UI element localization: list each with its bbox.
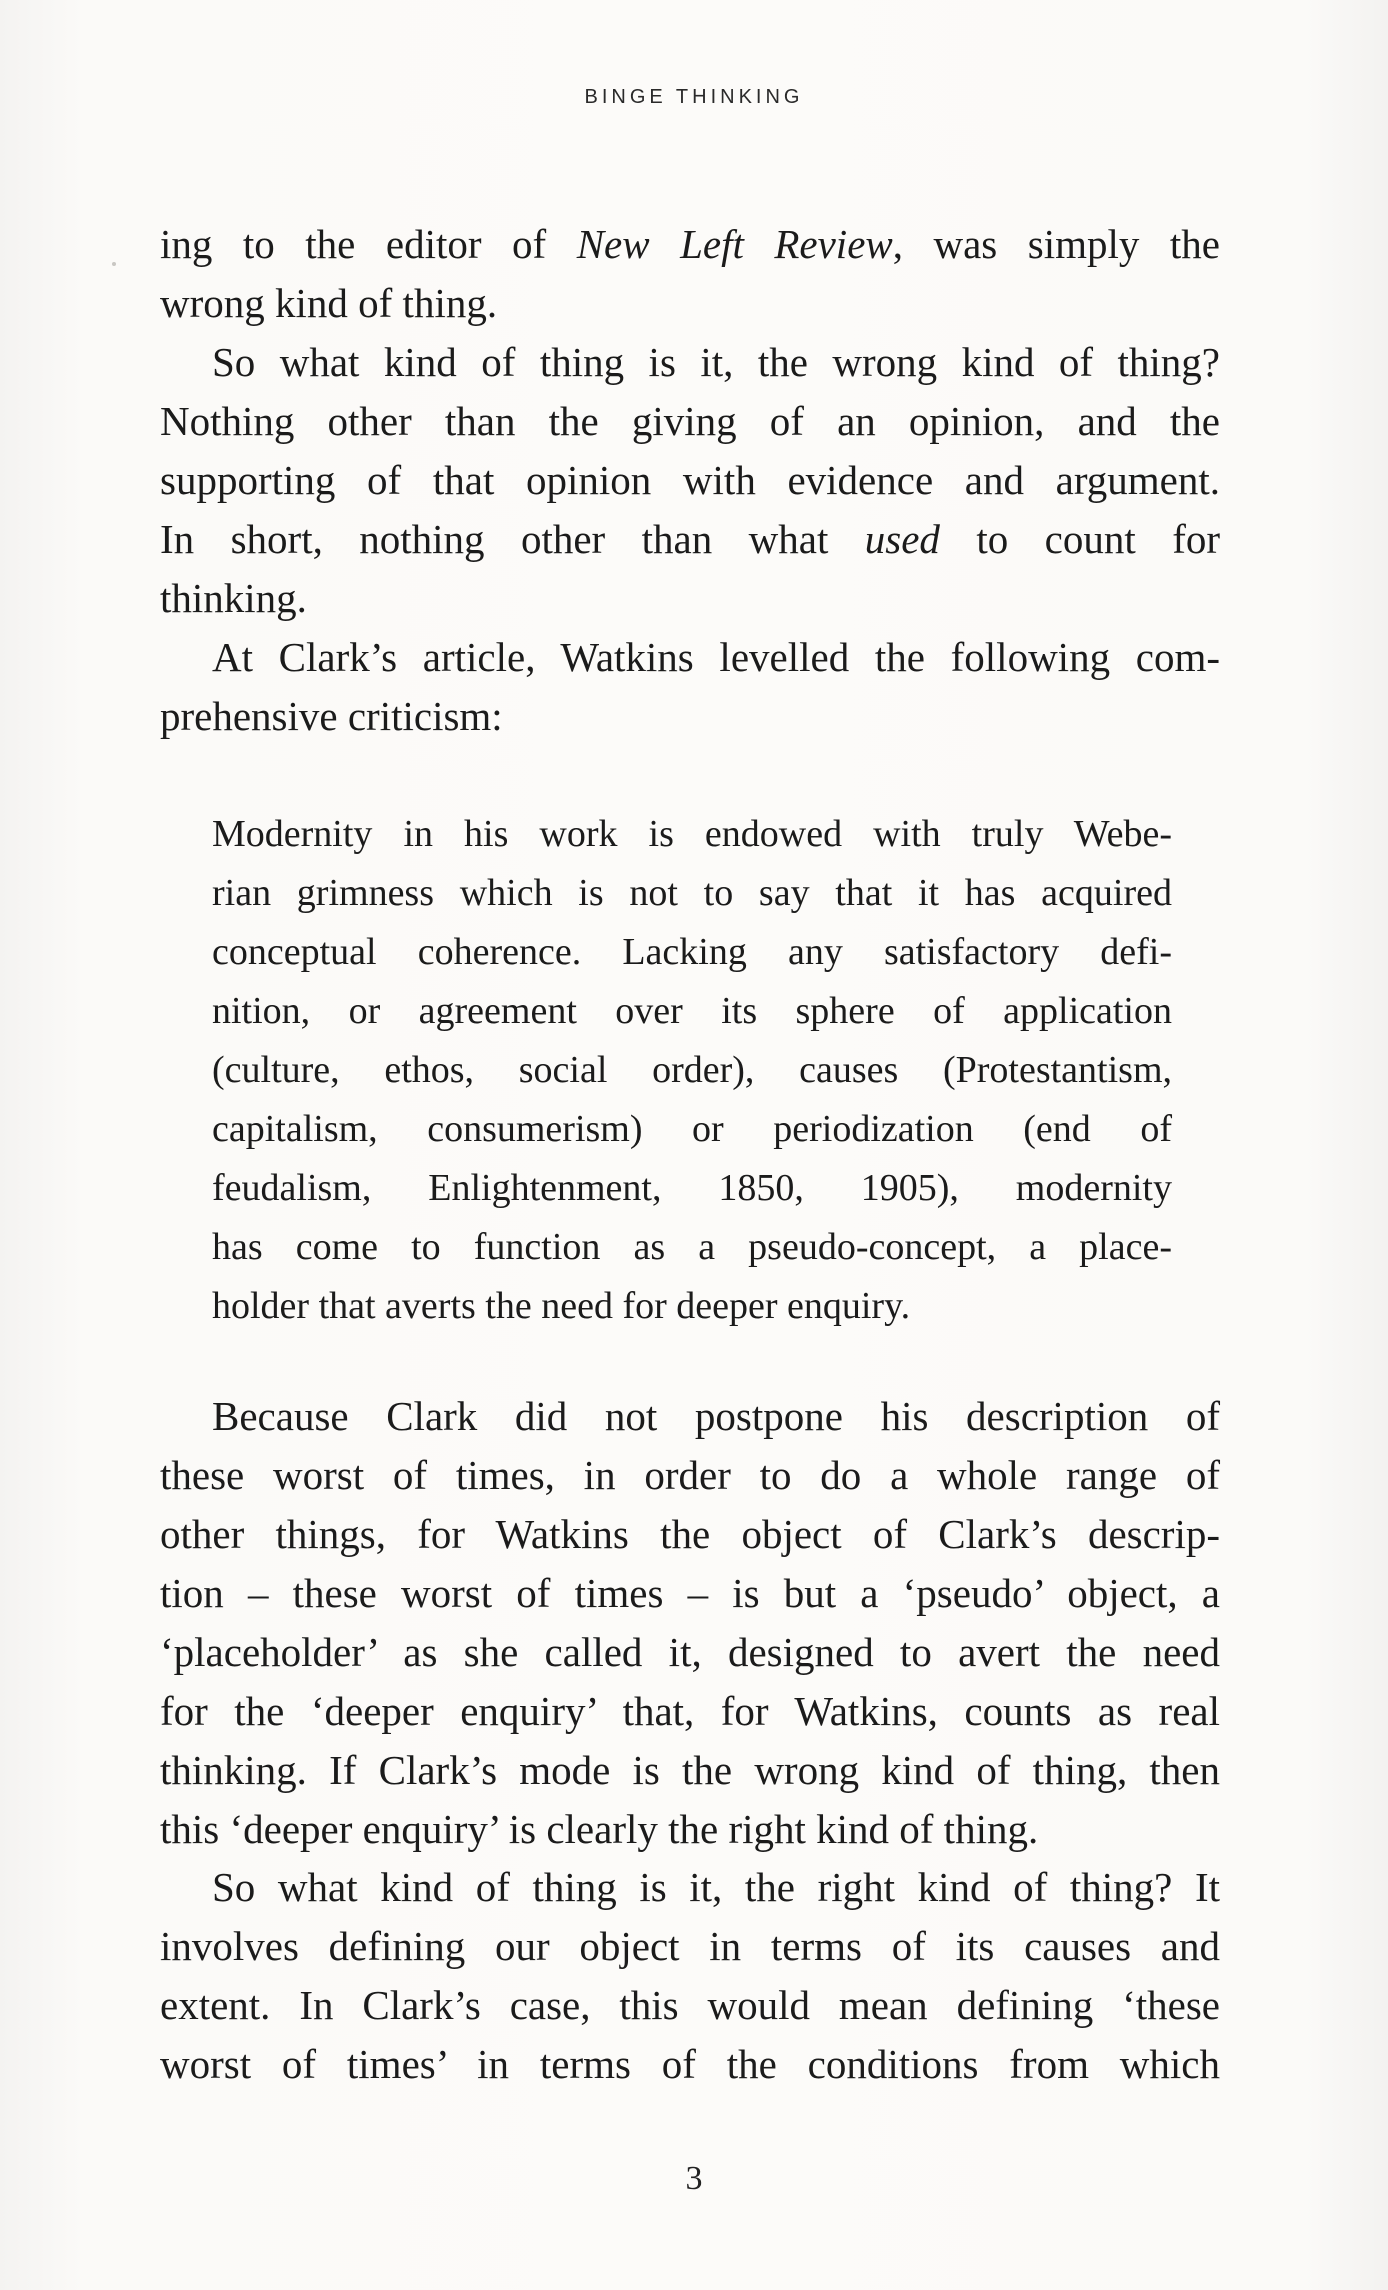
text-line: extent. In Clark’s case, this would mean defining ‘these: [160, 1982, 1220, 2028]
text-line: Because Clark did not postpone his description of: [212, 1393, 1220, 1439]
quote-line: holder that averts the need for deeper enquiry.: [212, 1285, 911, 1327]
text-line: thinking.: [160, 575, 307, 621]
paper-speck: [112, 262, 116, 266]
paragraph: [160, 333, 1220, 628]
text-line: [160, 215, 1220, 274]
text-line: thinking. If Clark’s mode is the wrong kind of thing, then: [160, 1747, 1220, 1793]
text-line: other things, for Watkins the object of Clark’s descrip-: [160, 1511, 1220, 1557]
quote-line: Modernity in his work is endowed with truly Webe-: [212, 813, 1172, 855]
text-line: ‘placeholder’ as she called it, designed to avert the need: [160, 1629, 1220, 1675]
text-line: [160, 510, 1220, 569]
running-head: BINGE THINKING: [584, 86, 804, 108]
text-line: these worst of times, in order to do a whole range of: [160, 1452, 1220, 1498]
text-line: wrong kind of thing.: [160, 280, 498, 326]
text-line: for the ‘deeper enquiry’ that, for Watkins, counts as real: [160, 1688, 1220, 1734]
emphasis: used: [864, 516, 940, 562]
text-run: , was simply the: [892, 221, 1220, 267]
text-line: this ‘deeper enquiry’ is clearly the right kind of thing.: [160, 1806, 1039, 1852]
quote-line: capitalism, consumerism) or periodization (end of: [212, 1108, 1172, 1150]
text-run: to count for: [939, 516, 1221, 562]
text-line: prehensive criticism:: [160, 693, 503, 739]
paragraph: [160, 1387, 1220, 1859]
text-line: worst of times’ in terms of the conditions from which: [160, 2041, 1220, 2087]
text-line: So what kind of thing is it, the wrong kind of thing?: [212, 339, 1220, 385]
text-line: Nothing other than the giving of an opinion, and the: [160, 398, 1220, 444]
page-number: 3: [685, 2160, 703, 2197]
text-line: So what kind of thing is it, the right kind of thing? It: [212, 1864, 1220, 1910]
text-run: In short, nothing other than what: [160, 516, 865, 562]
quote-line: feudalism, Enlightenment, 1850, 1905), modernity: [212, 1167, 1172, 1209]
text-line: supporting of that opinion with evidence and argument.: [160, 457, 1220, 503]
paragraph-continued: [160, 215, 1220, 333]
block-quote: [212, 805, 1172, 1336]
paragraph: [160, 628, 1220, 746]
text-line: At Clark’s article, Watkins levelled the following com-: [212, 634, 1220, 680]
journal-title: New Left Review: [576, 221, 893, 267]
quote-line: has come to function as a pseudo-concept, a place-: [212, 1226, 1172, 1268]
quote-line: rian grimness which is not to say that it has acquired: [212, 872, 1172, 914]
quote-line: (culture, ethos, social order), causes (Protestantism,: [212, 1049, 1172, 1091]
text-line: tion – these worst of times – is but a ‘pseudo’ object, a: [160, 1570, 1220, 1616]
quote-line: nition, or agreement over its sphere of application: [212, 990, 1172, 1032]
quote-line: conceptual coherence. Lacking any satisfactory defi-: [212, 931, 1172, 973]
text-run: ing to the editor of: [160, 221, 577, 267]
paragraph: [160, 1858, 1220, 2094]
text-line: involves defining our object in terms of its causes and: [160, 1923, 1220, 1969]
